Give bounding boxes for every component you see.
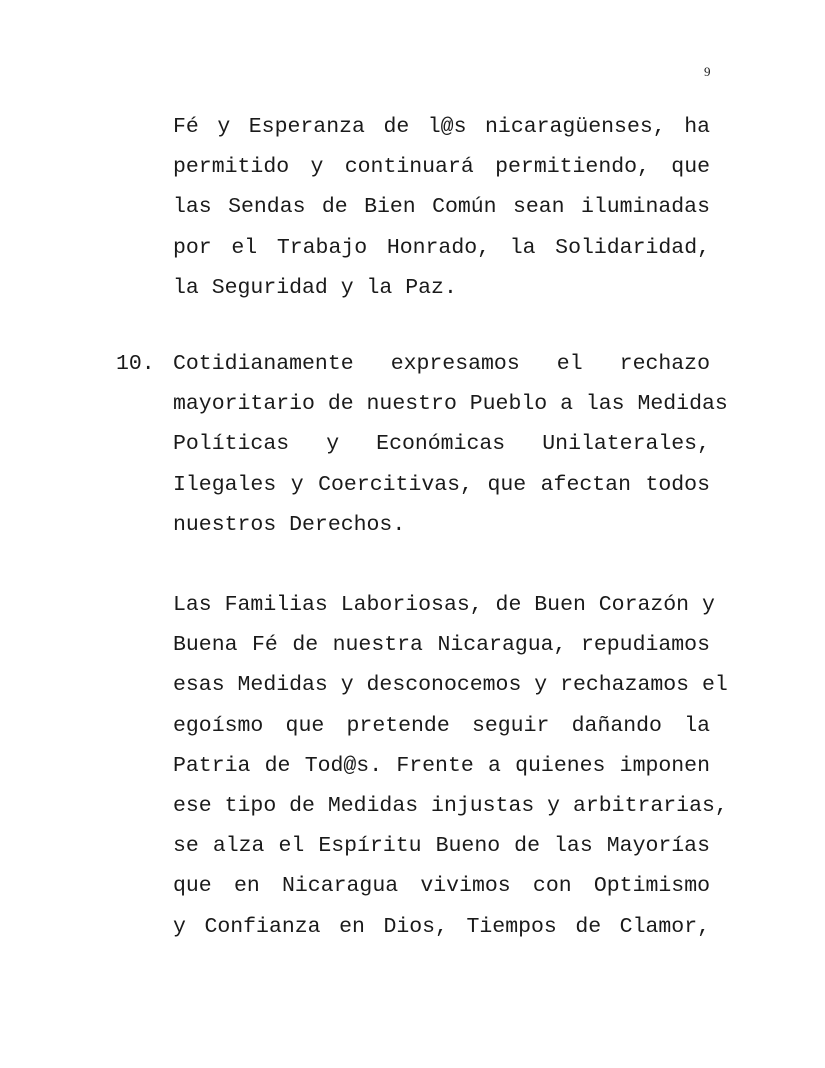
paragraph-item-10 — [173, 344, 728, 545]
paragraph-families — [173, 585, 728, 947]
text-line: Las Familias Laboriosas, de Buen Corazón y — [173, 593, 715, 617]
text-line: mayoritario de nuestro Pueblo a las Medidas — [173, 392, 728, 417]
text-line: Fé y Esperanza de l@s nicaragüenses, ha — [173, 115, 710, 139]
text-line: Patria de Tod@s. Frente a quienes imponen — [173, 753, 710, 778]
text-line: ese tipo de Medidas injustas y arbitrarias, — [173, 793, 728, 818]
text-line: egoísmo que pretende seguir dañando la — [173, 713, 710, 738]
paragraph-continuation — [173, 107, 710, 308]
text-line: las Sendas de Bien Común sean iluminadas — [173, 195, 710, 220]
text-line: se alza el Espíritu Bueno de las Mayorías — [173, 834, 710, 859]
text-line: la Seguridad y la Paz. — [173, 275, 457, 300]
text-line: que en Nicaragua vivimos con Optimismo — [173, 874, 710, 899]
text-line: y Confianza en Dios, Tiempos de Clamor, — [173, 914, 710, 939]
text-line: esas Medidas y desconocemos y rechazamos el — [173, 673, 728, 698]
item-number: 10. — [116, 352, 155, 376]
page-number: 9 — [704, 64, 711, 79]
text-line: Cotidianamente expresamos el rechazo — [173, 352, 710, 376]
text-line: Ilegales y Coercitivas, que afectan todos — [173, 472, 710, 497]
text-line: nuestros Derechos. — [173, 512, 406, 537]
text-line: Políticas y Económicas Unilaterales, — [173, 432, 710, 457]
text-line: por el Trabajo Honrado, la Solidaridad, — [173, 235, 710, 260]
text-line: permitido y continuará permitiendo, que — [173, 155, 710, 180]
text-line: Buena Fé de nuestra Nicaragua, repudiamos — [173, 633, 710, 658]
